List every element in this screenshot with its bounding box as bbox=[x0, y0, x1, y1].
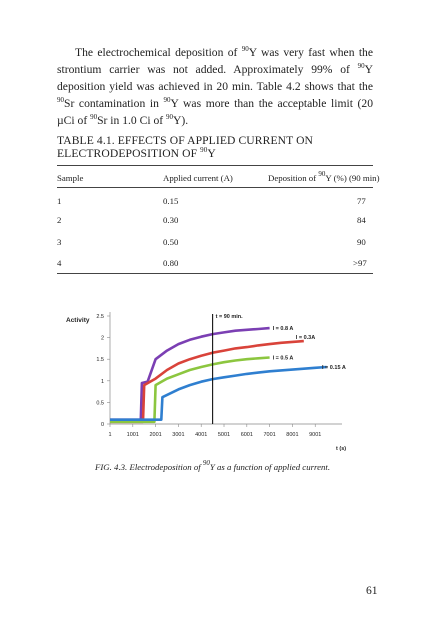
figure-caption bbox=[95, 459, 331, 472]
y-tick-label: 0.5 bbox=[96, 400, 104, 407]
isotope-superscript: 90 bbox=[90, 113, 98, 121]
isotope-superscript: 90 bbox=[166, 113, 174, 121]
series-label: I = 0.3A bbox=[295, 335, 316, 342]
para-text: Y was more than the acceptable limit (20 µCi of bbox=[57, 97, 373, 127]
cell-sample: 4 bbox=[57, 258, 62, 268]
cell-deposition: 77 bbox=[357, 196, 366, 206]
x-tick-label: 8001 bbox=[286, 432, 299, 438]
para-text: Sr contamination in bbox=[64, 97, 164, 110]
caption-text: FIG. 4.3. Electrodeposition of bbox=[95, 462, 203, 472]
cell-current: 0.30 bbox=[163, 215, 179, 225]
header-deposition: Deposition of $^{90}$Y (%) (90 min) bbox=[268, 170, 380, 183]
page-number: 61 bbox=[366, 584, 378, 597]
chart-svg bbox=[60, 306, 360, 458]
header-sample: Sample bbox=[57, 173, 84, 183]
series-label: I = 0.8 A bbox=[272, 326, 294, 333]
y-axis-label: Activity bbox=[66, 317, 90, 324]
cell-sample: 2 bbox=[57, 215, 62, 225]
table-header-rule bbox=[57, 187, 373, 188]
table-bottom-rule bbox=[57, 273, 373, 274]
cell-deposition: 90 bbox=[357, 237, 366, 247]
y-tick-label: 1.5 bbox=[96, 357, 104, 364]
para-text: Y was very fast when the strontium carrier was not added. Approximately 99% of bbox=[57, 46, 373, 76]
table-title-text: TABLE 4.1. EFFECTS OF APPLIED CURRENT ON ELECTRODEPOSITION OF bbox=[57, 134, 314, 160]
cell-current: 0.15 bbox=[163, 196, 179, 206]
x-tick-label: 9001 bbox=[309, 432, 322, 438]
y-tick-label: 2.5 bbox=[96, 314, 104, 320]
x-tick-label: 7001 bbox=[263, 432, 276, 438]
series-label: I = 0.15 A bbox=[322, 364, 346, 371]
chart-annotation: t = 90 min. bbox=[215, 314, 243, 320]
cell-deposition: >97 bbox=[353, 258, 367, 268]
para-text: Y). bbox=[173, 114, 189, 127]
intro-paragraph bbox=[57, 44, 373, 129]
cell-current: 0.50 bbox=[163, 237, 179, 247]
cell-sample: 1 bbox=[57, 196, 62, 206]
para-text: Sr in 1.0 Ci of bbox=[97, 114, 167, 127]
x-tick-label: 1 bbox=[108, 432, 112, 438]
para-text: Y deposition yield was achieved in 20 min. Table 4.2 shows that the bbox=[57, 63, 373, 93]
isotope-superscript: 90 bbox=[202, 459, 210, 467]
x-tick-label: 4001 bbox=[195, 432, 208, 438]
isotope-superscript: 90 bbox=[241, 45, 249, 53]
isotope-superscript: 90 bbox=[318, 170, 326, 178]
table-title bbox=[57, 134, 377, 160]
x-tick-label: 2001 bbox=[149, 432, 162, 438]
x-tick-label: 6001 bbox=[240, 432, 253, 438]
isotope-superscript: 90 bbox=[163, 96, 171, 104]
caption-text: Y as a function of applied current. bbox=[209, 462, 331, 472]
activity-chart bbox=[60, 306, 360, 458]
header-current: Applied current (A) bbox=[163, 173, 233, 183]
cell-sample: 3 bbox=[57, 237, 62, 247]
x-axis-label: t (s) bbox=[336, 446, 347, 452]
para-text: The electrochemical deposition of bbox=[75, 46, 242, 59]
cell-deposition: 84 bbox=[357, 215, 366, 225]
isotope-superscript: 90 bbox=[357, 62, 365, 70]
table-title-text: Y bbox=[207, 147, 216, 160]
series-line-2 bbox=[110, 358, 270, 422]
x-tick-label: 5001 bbox=[217, 432, 231, 438]
isotope-superscript: 90 bbox=[57, 96, 64, 104]
isotope-superscript: 90 bbox=[200, 146, 208, 154]
y-tick-label: 0 bbox=[100, 422, 104, 428]
table-top-rule bbox=[57, 165, 373, 166]
cell-current: 0.80 bbox=[163, 258, 179, 268]
x-tick-label: 3001 bbox=[172, 432, 185, 438]
y-tick-label: 2 bbox=[100, 335, 104, 342]
x-tick-label: 1001 bbox=[126, 432, 139, 438]
series-label: I = 0.5 A bbox=[272, 355, 294, 362]
y-tick-label: 1 bbox=[100, 378, 104, 385]
